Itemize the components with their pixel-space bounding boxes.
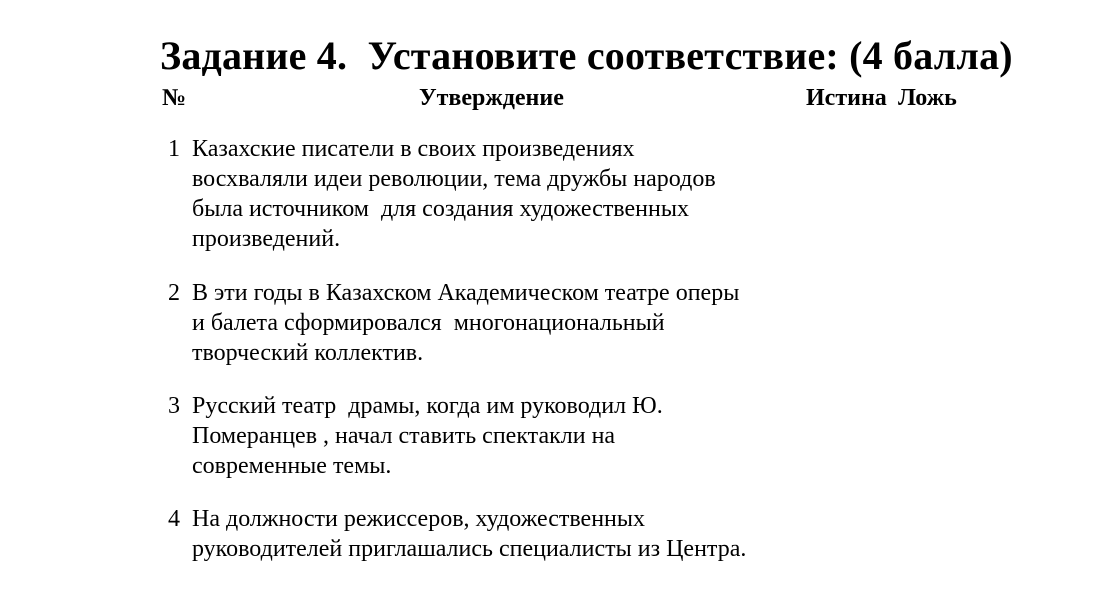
row-number: 4 [168, 506, 180, 532]
statement-line: современные темы. [192, 453, 392, 479]
statement-text [192, 278, 832, 368]
statement-line: Померанцев , начал ставить спектакли на [192, 423, 616, 449]
column-header-number: № [162, 85, 187, 111]
statement-line: была источником для создания художественных [192, 196, 689, 222]
statement-line: На должности режиссеров, художественных [192, 506, 646, 532]
statement-line: произведений. [192, 226, 341, 252]
statement-line: Казахские писатели в своих произведениях [192, 136, 635, 162]
statement-line: В эти годы в Казахском Академическом театре оперы [192, 280, 740, 306]
statement-line: творческий коллектив. [192, 340, 424, 366]
column-header-true: Истина [806, 85, 887, 111]
row-number: 2 [168, 280, 180, 306]
row-number: 1 [168, 136, 180, 162]
statement-text [192, 134, 832, 254]
statement-line: Русский театр драмы, когда им руководил Ю. [192, 393, 663, 419]
column-header-false: Ложь [898, 85, 957, 111]
statement-line: и балета сформировался многонациональный [192, 310, 665, 336]
row-number: 3 [168, 393, 180, 419]
statement-text [192, 504, 832, 564]
task-title: Задание 4. Установите соответствие: (4 балла) [160, 33, 1013, 78]
statement-line: руководителей приглашались специалисты из Центра. [192, 536, 747, 562]
column-header-statement: Утверждение [419, 85, 564, 111]
statement-text [192, 391, 832, 481]
statement-line: восхваляли идеи революции, тема дружбы народов [192, 166, 716, 192]
